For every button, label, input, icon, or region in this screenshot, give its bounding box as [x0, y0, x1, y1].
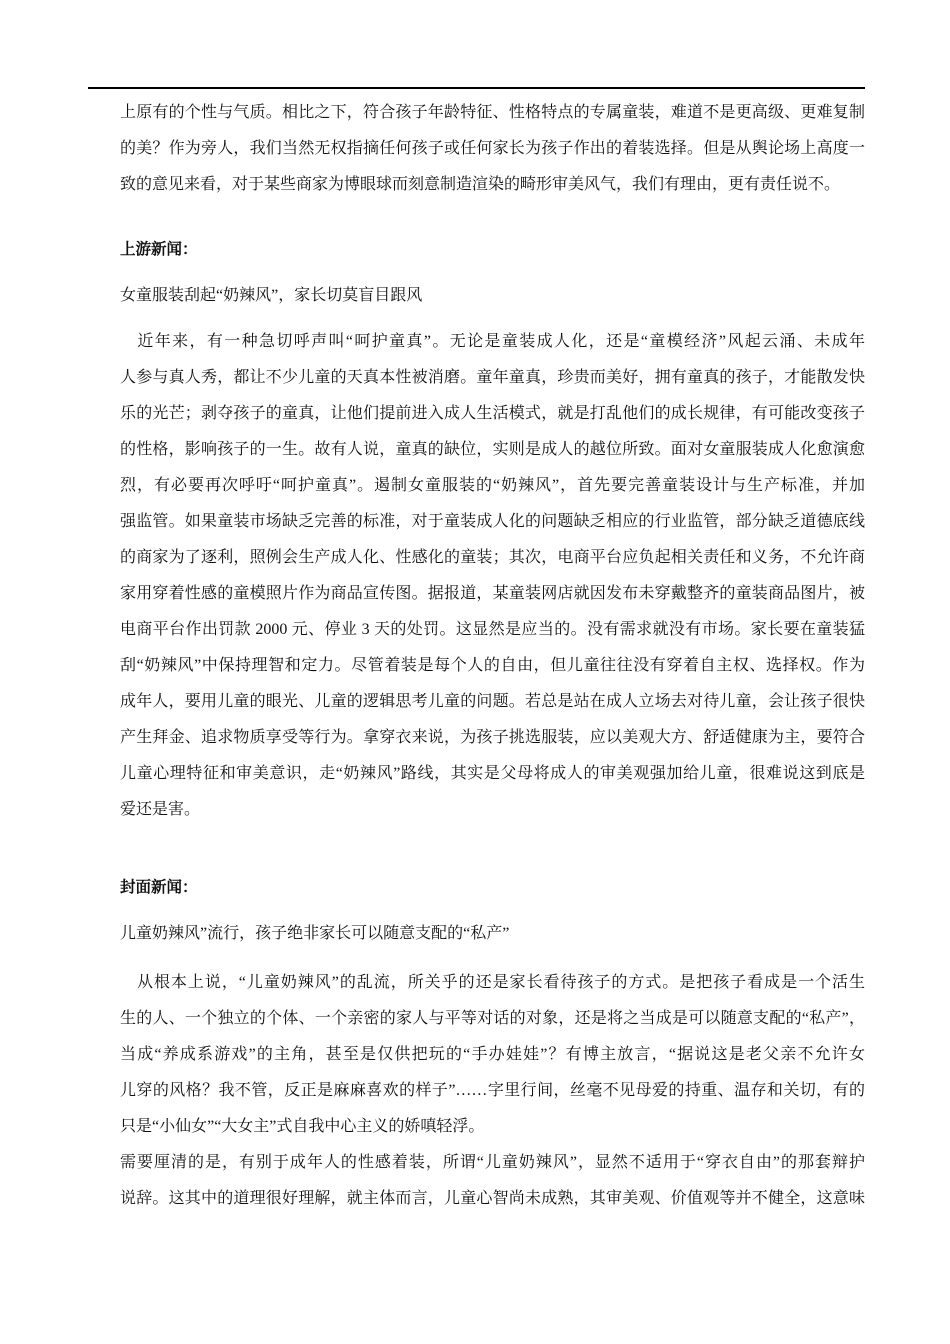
section-cover-news	[120, 870, 865, 1217]
text-line: 家用穿着性感的童模照片作为商品宣传图。据报道，某童装网店就因发布未穿戴整齐的童装商品图片，被	[120, 585, 865, 602]
article-subtitle: 女童服装刮起“奶辣风”，家长切莫盲目跟风	[120, 287, 423, 304]
text-line: 强监管。如果童装市场缺乏完善的标准，对于童装成人化的问题缺乏相应的行业监管，部分缺乏道德底线	[120, 513, 865, 530]
text-line: 说辞。这其中的道理很好理解，就主体而言，儿童心智尚未成熟，其审美观、价值观等并不健全，这意味	[120, 1190, 865, 1207]
text-line: 儿童心理特征和审美意识，走“奶辣风”路线，其实是父母将成人的审美观强加给儿童，很难说这到底是	[120, 765, 865, 782]
text-line: 只是“小仙女”“大女主”式自我中心主义的娇嗔轻浮。	[120, 1118, 485, 1135]
section-heading: 上游新闻：	[120, 241, 198, 258]
text-line: 儿穿的风格？我不管，反正是麻麻喜欢的样子”……字里行间，丝毫不见母爱的持重、温存和关切，有的	[120, 1082, 865, 1099]
article-paragraph	[120, 965, 865, 1217]
text-line: 爱还是害。	[120, 801, 201, 818]
text-line: 从根本上说，“儿童奶辣风”的乱流，所关乎的还是家长看待孩子的方式。是把孩子看成是一个活生	[120, 974, 865, 991]
text-line: 生的人、一个独立的个体、一个亲密的家人与平等对话的对象，还是将之当成是可以随意支配的“私产”，	[120, 1010, 865, 1027]
text-line: 烈，有必要再次呼吁“呵护童真”。遏制女童服装的“奶辣风”，首先要完善童装设计与生产标准，并加	[120, 477, 865, 494]
text-line: 致的意见来看，对于某些商家为博眼球而刻意制造渲染的畸形审美风气，我们有理由，更有责任说不。	[120, 176, 841, 193]
text-line: 上原有的个性与气质。相比之下，符合孩子年龄特征、性格特点的专属童装，难道不是更高级、更难复制	[120, 104, 865, 121]
section-upstream-news	[120, 232, 865, 828]
text-line: 需要厘清的是，有别于成年人的性感着装，所谓“儿童奶辣风”，显然不适用于“穿衣自由”的那套辩护	[120, 1154, 865, 1171]
text-line: 人参与真人秀，都让不少儿童的天真本性被消磨。童年童真，珍贵而美好，拥有童真的孩子，才能散发快	[120, 369, 865, 386]
intro-paragraph	[120, 95, 865, 203]
article-paragraph	[120, 324, 865, 828]
text-line: 刮“奶辣风”中保持理智和定力。尽管着装是每个人的自由，但儿童往往没有穿着自主权、选择权。作为	[120, 657, 865, 674]
text-line: 的商家为了逐利，照例会生产成人化、性感化的童装；其次，电商平台应负起相关责任和义务，不允许商	[120, 549, 865, 566]
section-heading: 封面新闻：	[120, 879, 198, 896]
text-line: 近年来，有一种急切呼声叫“呵护童真”。无论是童装成人化，还是“童模经济”风起云涌、未成年	[120, 333, 865, 350]
article-subtitle: 儿童奶辣风”流行，孩子绝非家长可以随意支配的“私产”	[120, 925, 510, 942]
text-line: 的性格，影响孩子的一生。故有人说，童真的缺位，实则是成人的越位所致。面对女童服装成人化愈演愈	[120, 441, 865, 458]
text-line: 成年人，要用儿童的眼光、儿童的逻辑思考儿童的问题。若总是站在成人立场去对待儿童，会让孩子很快	[120, 693, 865, 710]
text-line: 当成“养成系游戏”的主角，甚至是仅供把玩的“手办娃娃”？有博主放言，“据说这是老父亲不允许女	[120, 1046, 865, 1063]
text-line: 乐的光芒；剥夺孩子的童真，让他们提前进入成人生活模式，就是打乱他们的成长规律，有可能改变孩子	[120, 405, 865, 422]
text-line: 电商平台作出罚款 2000 元、停业 3 天的处罚。这显然是应当的。没有需求就没有市场。家长要在童装猛	[120, 621, 865, 638]
text-line: 产生拜金、追求物质享受等行为。拿穿衣来说，为孩子挑选服装，应以美观大方、舒适健康为主，要符合	[120, 729, 865, 746]
header-rule	[88, 87, 865, 89]
text-line: 的美？作为旁人，我们当然无权指摘任何孩子或任何家长为孩子作出的着装选择。但是从舆论场上高度一	[120, 140, 865, 157]
